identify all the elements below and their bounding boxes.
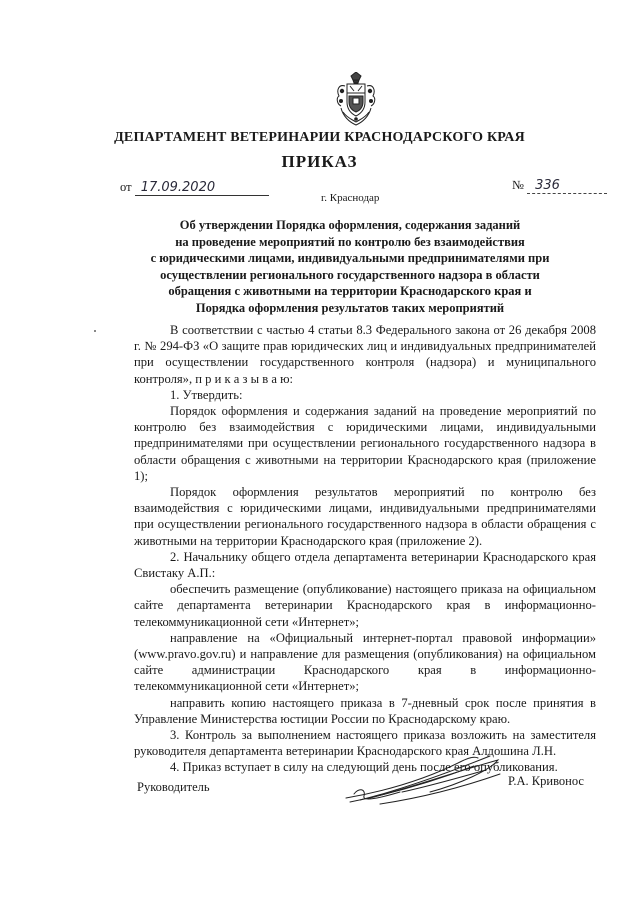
date-value: 17.09.2020 <box>135 180 269 196</box>
scan-speck <box>94 330 96 332</box>
document-title <box>120 217 580 317</box>
document-type-heading: ПРИКАЗ <box>281 152 358 171</box>
signatory-role: Руководитель <box>137 780 210 794</box>
paragraph-procedure-results: Порядок оформления результатов мероприятий по контролю без взаимодействия с юридическими лицами, индивидуальными предпринимателями при осуществлении регионального государственного надзора в области обращения с животными на территории Краснодарского края (приложение 2). <box>134 485 596 548</box>
signatory-name: Р.А. Кривонос <box>508 774 584 788</box>
paragraph-item-1: 1. Утвердить: <box>170 387 243 402</box>
coat-of-arms-icon <box>333 72 379 128</box>
paragraph-procedure-tasks: Порядок оформления и содержания заданий на проведение мероприятий по контролю без взаимодействия с юридическими лицами, индивидуальными предпринимателями при осуществлении регионального государственного надзора в области обращения с животными на территории Краснодарского края (приложение 1); <box>134 404 596 483</box>
document-body <box>134 322 596 776</box>
paragraph-item-3: 3. Контроль за выполнением настоящего приказа возложить на заместителя руководителя департамента ветеринарии Краснодарского края Алдошина Л.Н. <box>134 728 596 759</box>
title-line: Об утверждении Порядка оформления, содержания заданий <box>179 218 521 232</box>
paragraph-publish-site: обеспечить размещение (опубликование) настоящего приказа на официальном сайте департамента ветеринарии Краснодарского края в информационно-телекоммуникационной сети «Интернет»; <box>134 582 596 629</box>
city-label: г. Краснодар <box>321 192 380 204</box>
title-line: на проведение мероприятий по контролю без взаимодействия <box>175 234 525 249</box>
paragraph-publish-portal: направление на «Официальный интернет-портал правовой информации» (www.pravo.gov.ru) и направление для размещения (опубликования) на официальном сайте администрации Краснодарского края в информационно-телекоммуникационной сети «Интернет»; <box>134 630 596 694</box>
paragraph-item-2: 2. Начальнику общего отдела департамента ветеринарии Краснодарского края Свистаку А.П.: <box>134 549 596 581</box>
title-line: обращения с животными на территории Краснодарского края и <box>168 284 532 299</box>
paragraph-send-copy: направить копию настоящего приказа в 7-дневный срок после принятия в Управление Министерства юстиции России по Краснодарскому краю. <box>134 695 596 726</box>
document-date <box>120 180 269 196</box>
paragraph-preamble: В соответствии с частью 4 статьи 8.3 Федерального закона от 26 декабря 2008 г. № 294-ФЗ «О защите прав юридических лиц и индивидуальных предпринимателей при осуществлении государственного контроля (надзора) и муниципального контроля», п р и к а з ы в а ю: <box>134 323 596 386</box>
date-prefix: от <box>120 180 132 194</box>
handwritten-signature <box>340 748 510 808</box>
department-heading: ДЕПАРТАМЕНТ ВЕТЕРИНАРИИ КРАСНОДАРСКОГО КРАЯ <box>114 130 525 145</box>
title-line: осуществлении регионального государственного надзора в области <box>160 267 540 282</box>
paragraph-item-4: 4. Приказ вступает в силу на следующий день после его опубликования. <box>170 760 558 775</box>
number-prefix: № <box>512 178 524 192</box>
document-number <box>512 178 607 194</box>
number-value: 336 <box>527 178 607 194</box>
title-line: Порядка оформления результатов таких мероприятий <box>195 300 505 315</box>
title-line: с юридическими лицами, индивидуальными предпринимателями при <box>150 251 550 266</box>
